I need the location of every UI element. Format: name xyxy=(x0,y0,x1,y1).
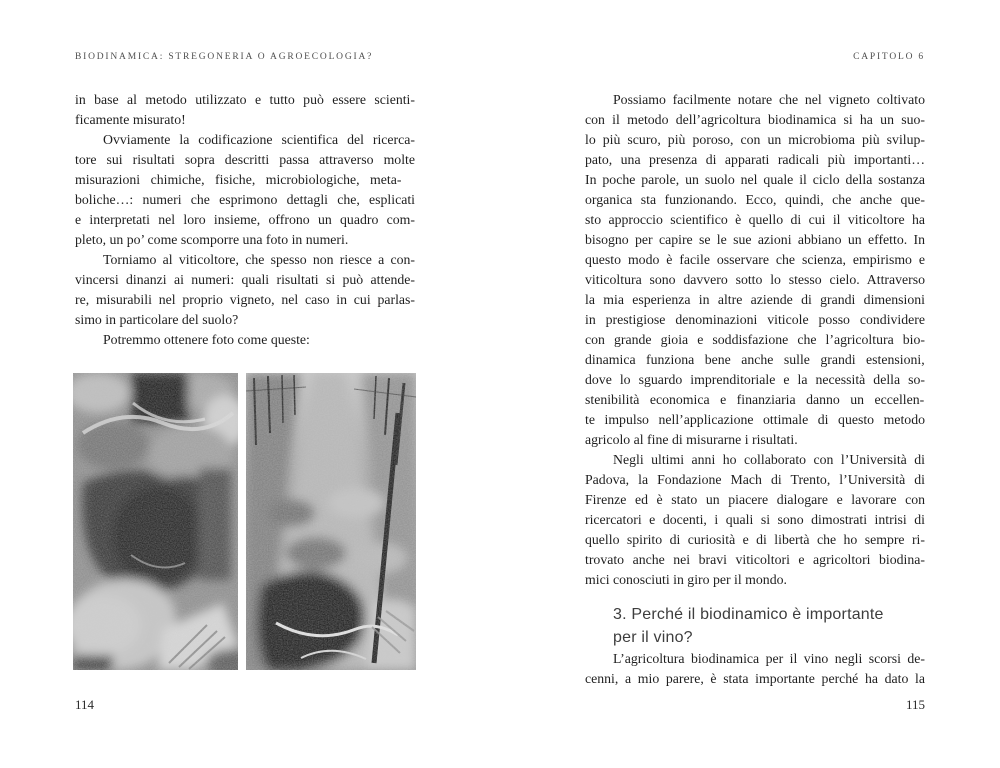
text-line: tore sui risultati sopra descritti passa attraverso molte xyxy=(75,152,415,167)
page-number-right: 115 xyxy=(905,697,925,712)
text-line: in base al metodo utilizzato e tutto può essere scienti- xyxy=(75,92,415,107)
paragraph xyxy=(75,90,415,130)
text-line: pleto, un po’ come scomporre una foto in numeri. xyxy=(75,232,349,247)
left-page-text xyxy=(75,90,415,350)
text-line: e interpretati nel loro insieme, offrono un quadro com- xyxy=(75,212,415,227)
text-line: vincersi dinanzi ai numeri: quali risultati si può attende- xyxy=(75,272,415,287)
text-line: Torniamo al viticoltore, che spesso non riesce a con- xyxy=(103,252,415,267)
left-page xyxy=(75,0,415,768)
paragraph xyxy=(75,130,415,250)
text-line: cenni, a mio parere, è stata importante perché ha dato la xyxy=(585,671,925,686)
text-line: agricolo al fine di misurarne i risultati. xyxy=(585,432,798,447)
paragraph xyxy=(75,330,415,350)
text-line: In poche parole, un suolo nel quale il ciclo della sostanza xyxy=(585,172,925,187)
soil-hand-photo xyxy=(73,373,238,670)
text-line: quello spirito di curiosità e di libertà che ho sempre ri- xyxy=(585,532,925,547)
text-line: Possiamo facilmente notare che nel vigneto coltivato xyxy=(613,92,925,107)
text-line: in prestigiose denominazioni viticole posso condividere xyxy=(585,312,925,327)
text-line: con il metodo dell’agricoltura biodinamica si ha un suo- xyxy=(585,112,925,127)
text-line: bisogno per capire se le sue azioni abbiano un effetto. In xyxy=(585,232,925,247)
text-line: Negli ultimi anni ho collaborato con l’Università di xyxy=(613,452,925,467)
text-line: dinamica funziona bene anche sulle grandi estensioni, xyxy=(585,352,925,367)
text-line: te impulso nell’applicazione ottimale di questo metodo xyxy=(585,412,925,427)
right-page xyxy=(585,0,925,768)
paragraph xyxy=(585,450,925,590)
vineyard-row-photo xyxy=(246,373,416,670)
paragraph xyxy=(585,649,925,689)
text-line: stenibilità economica e finanziaria danno un eccellen- xyxy=(585,392,925,407)
text-line: 3. Perché il biodinamico è importante xyxy=(613,606,884,623)
text-line: mici conosciuti in giro per il mondo. xyxy=(585,572,787,587)
text-line: Potremmo ottenere foto come queste: xyxy=(103,332,310,347)
text-line: L’agricoltura biodinamica per il vino negli scorsi de- xyxy=(613,651,925,666)
running-header-left: BIODINAMICA: STREGONERIA O AGROECOLOGIA? xyxy=(75,52,374,62)
text-line: per il vino? xyxy=(613,629,693,646)
text-line: trovato anche nei bravi viticoltori e agricoltori biodina- xyxy=(585,552,925,567)
page-number-left: 114 xyxy=(75,697,95,712)
text-line: la mia esperienza in altre aziende di grandi dimensioni xyxy=(585,292,925,307)
text-line: pato, una presenza di apparati radicali più importanti… xyxy=(585,152,925,167)
text-line: ficamente misurato! xyxy=(75,112,186,127)
right-page-text xyxy=(585,90,925,689)
text-line: dove lo sguardo imprenditoriale e la necessità della so- xyxy=(585,372,925,387)
text-line: viticoltura sono davvero sotto lo stesso cielo. Attraverso xyxy=(585,272,925,287)
paragraph xyxy=(585,90,925,450)
text-line: ricercatori e docenti, i quali si sono dimostrati intrisi di xyxy=(585,512,925,527)
running-header-right: CAPITOLO 6 xyxy=(853,52,925,62)
paragraph xyxy=(75,250,415,330)
text-line: organica sta funzionando. Ecco, quindi, che anche que- xyxy=(585,192,925,207)
text-line: re, misurabili nel proprio vigneto, nel caso in cui parlas- xyxy=(75,292,415,307)
vineyard-row-photo-art xyxy=(246,373,416,670)
text-line: lo più scuro, più poroso, con un microbioma più svilup- xyxy=(585,132,925,147)
text-line: misurazioni chimiche, fisiche, microbiologiche, meta- xyxy=(75,172,402,187)
text-line: Ovviamente la codificazione scientifica del ricerca- xyxy=(103,132,415,147)
text-line: boliche…: numeri che esprimono dettagli che, esplicati xyxy=(75,192,415,207)
soil-hand-photo-art xyxy=(73,373,238,670)
text-line: Firenze ed è stato un piacere dialogare e lavorare con xyxy=(585,492,925,507)
section-heading xyxy=(585,603,925,649)
text-line: simo in particolare del suolo? xyxy=(75,312,239,327)
text-line: questo modo è facile osservare che scienza, empirismo e xyxy=(585,252,925,267)
text-line: sto approccio scientifico è quello di cui il viticoltore ha xyxy=(585,212,925,227)
text-line: con grande gioia e soddisfazione che l’agricoltura bio- xyxy=(585,332,925,347)
text-line: Padova, la Fondazione Mach di Trento, l’Università di xyxy=(585,472,925,487)
